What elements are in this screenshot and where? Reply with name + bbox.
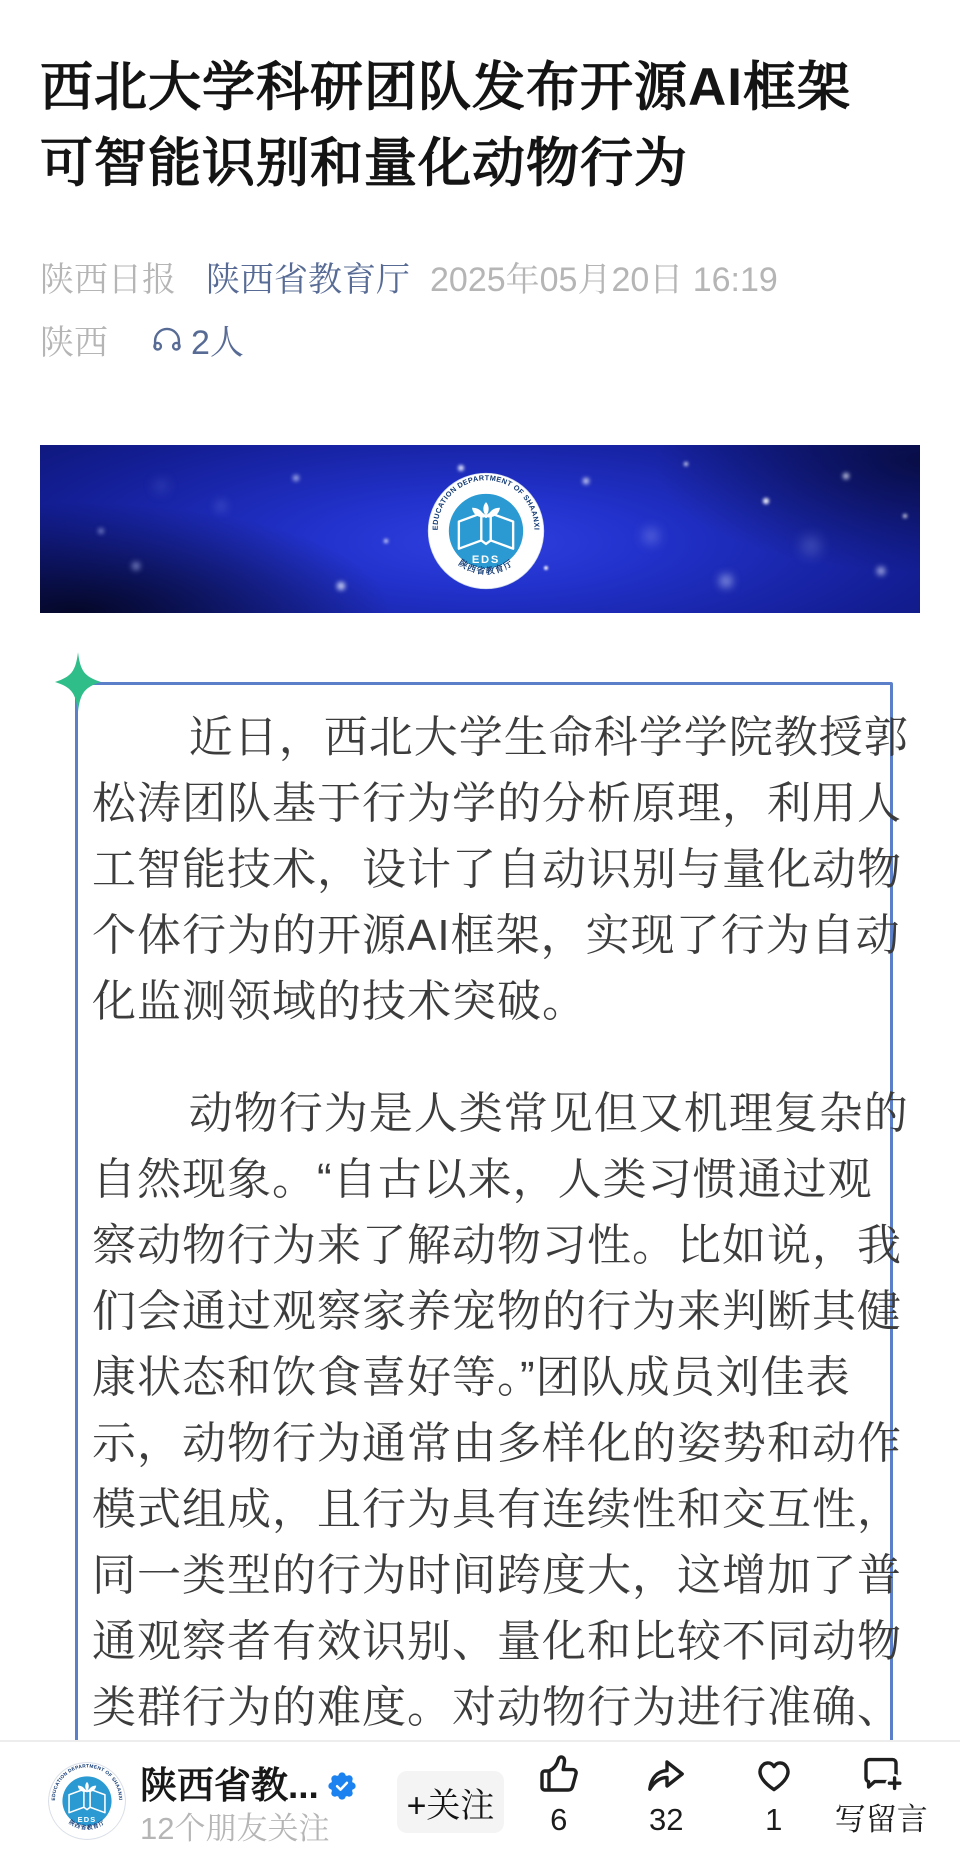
body-text-line: 察动物行为来了解动物习性。比如说，我 <box>92 1221 902 1270</box>
like-count: 6 <box>550 1802 568 1837</box>
footer-bar <box>0 1740 960 1865</box>
share-arrow-icon <box>642 1750 690 1798</box>
body-text-line: 近日，西北大学生命科学学院教授郭 <box>188 713 909 762</box>
action-bar <box>505 1750 935 1860</box>
share-count: 32 <box>649 1802 684 1837</box>
favorite-button[interactable] <box>720 1750 828 1860</box>
location-label: 陕西 <box>40 324 108 362</box>
article-meta-row <box>40 252 778 301</box>
comment-label: 写留言 <box>834 1802 928 1837</box>
body-text-line: 动物行为是人类常见但又机理复杂的 <box>188 1089 909 1138</box>
body-text-line: 自然现象。“自古以来，人类习惯通过观 <box>92 1155 873 1204</box>
publish-datetime: 2025年05月20日 16:19 <box>430 261 778 299</box>
title-line-2: 可智能识别和量化动物行为 <box>40 134 688 193</box>
body-text-line: 个体行为的开源AI框架，实现了行为自动 <box>92 911 901 960</box>
friends-following-label: 12个朋友关注 <box>140 1811 330 1846</box>
body-text-line: 同一类型的行为时间跨度大，这增加了普 <box>92 1551 902 1600</box>
listen-control[interactable] <box>150 315 244 364</box>
heart-icon <box>750 1750 798 1798</box>
article-meta-row-2 <box>40 315 244 364</box>
article-body-box <box>75 682 909 1802</box>
favorite-count: 1 <box>765 1802 783 1837</box>
page-title <box>40 50 930 202</box>
share-button[interactable] <box>613 1750 721 1860</box>
article-body <box>92 705 909 1741</box>
body-text-line: 模式组成，且行为具有连续性和交互性， <box>92 1485 902 1534</box>
title-line-1: 西北大学科研团队发布开源AI框架 <box>40 58 851 117</box>
paragraph-2 <box>92 1081 909 1741</box>
body-text-line: 松涛团队基于行为学的分析原理，利用人 <box>92 779 902 828</box>
comment-plus-icon <box>857 1750 905 1798</box>
headphones-icon <box>150 323 184 357</box>
body-text-line: 们会通过观察家养宠物的行为来判断其健 <box>92 1287 902 1336</box>
banner-media[interactable] <box>40 445 920 613</box>
sparkle-icon <box>55 652 101 712</box>
paragraph-1 <box>92 705 909 1035</box>
body-text-line: 示，动物行为通常由多样化的姿势和动作 <box>92 1419 902 1468</box>
source-label: 陕西日报 <box>40 261 176 299</box>
body-text-line: 康状态和饮食喜好等。”团队成员刘佳表 <box>92 1353 851 1402</box>
body-text-line: 通观察者有效识别、量化和比较不同动物 <box>92 1617 902 1666</box>
body-text-line: 化监测领域的技术突破。 <box>92 977 587 1026</box>
eds-logo-badge <box>427 472 545 590</box>
listen-count: 2人 <box>191 324 244 362</box>
footer-account-name[interactable]: 陕西省教... <box>140 1765 319 1806</box>
eds-logo-avatar <box>48 1762 126 1840</box>
account-link[interactable]: 陕西省教育厅 <box>206 261 410 299</box>
like-button[interactable] <box>505 1750 613 1860</box>
account-avatar[interactable] <box>48 1762 126 1840</box>
body-text-line: 类群行为的难度。对动物行为进行准确、 <box>92 1683 902 1732</box>
follow-button[interactable]: +关注 <box>397 1771 504 1833</box>
bokeh-lights <box>40 445 42 447</box>
comment-button[interactable] <box>828 1750 936 1860</box>
body-text-line: 工智能技术，设计了自动识别与量化动物 <box>92 845 902 894</box>
verified-badge-icon <box>328 1772 356 1800</box>
thumbs-up-icon <box>535 1750 583 1798</box>
